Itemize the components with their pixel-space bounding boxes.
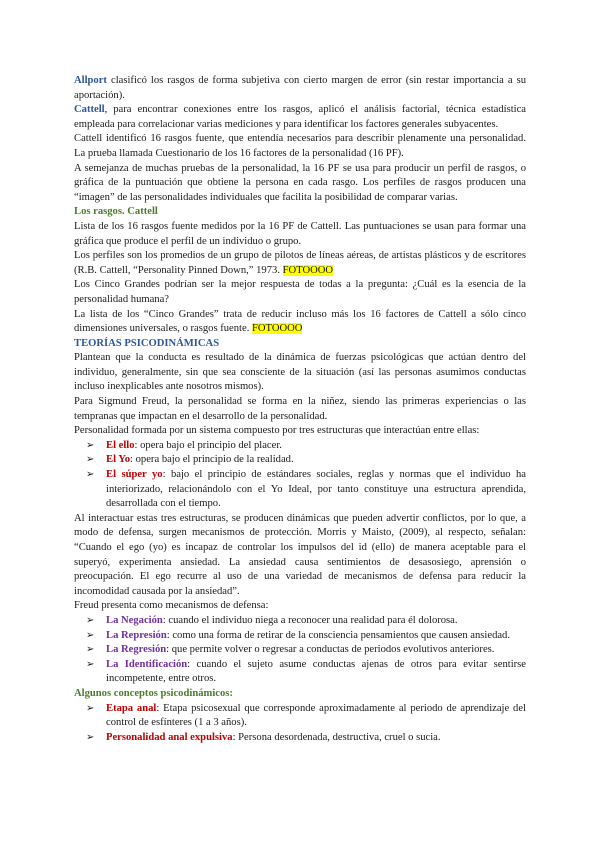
list-item-negacion: [86, 614, 526, 629]
term-regresion: La Regresión: [106, 644, 167, 656]
document-page: [74, 74, 526, 745]
name-cattell: Cattell: [74, 104, 105, 116]
defenses-list: [74, 614, 526, 687]
paragraph-cattell-text: , para encontrar conexiones entre los rasgos, aplicó el análisis factorial, técnica estadística empleada para correlacionar varias mediciones y para identificar los factores generales subyacentes.: [74, 104, 526, 130]
heading-conceptos-psicodinamicos: Algunos conceptos psicodinámicos:: [74, 687, 233, 699]
term-etapa-anal: Etapa anal: [106, 702, 157, 714]
definition-negacion: : cuando el individuo niega a reconocer una realidad para él dolorosa.: [162, 614, 458, 626]
paragraph-freud: Para Sigmund Freud, la personalidad se forma en la niñez, siendo las primeras experiencias o las tempranas que impactan en el desarrollo de la personalidad.: [74, 396, 526, 422]
definition-identificacion: : cuando el sujeto asume conductas ajenas de otros para evitar sentirse incompetente, entre otros.: [106, 658, 526, 685]
paragraph-structures-intro: Personalidad formada por un sistema compuesto por tres estructuras que interactúan entre ellas:: [74, 425, 480, 437]
paragraph-big-five-list: [74, 308, 526, 337]
list-item-identificacion: [86, 658, 526, 687]
paragraph-16pf: Cattell identificó 16 rasgos fuente, que entendía necesarios para describir plenamente una personalidad. La prueba llamada Cuestionario de los 16 factores de la personalidad (16 PF).: [74, 133, 526, 159]
concepts-list: [74, 702, 526, 746]
term-identificacion: La Identificación: [106, 658, 188, 670]
paragraph-dynamics: Al interactuar estas tres estructuras, se producen dinámicas que pueden advertir conflictos, por lo que, a modo de defensa, surgen mecanismos de protección. Morris y Maisto, (2009), al respecto, señalan: “Cuando el ego (yo) es incapaz de controlar los impulsos del id (ello) de manera aceptable para el superyó, experimenta ansiedad. La ansiedad causa sentimientos de desasosiego, aprensión o preocupación. El ego recurre al uso de una variedad de mecanismos de defensa para reducir la incomodidad causada por la ansiedad”.: [74, 512, 526, 597]
arrow-bullet-icon: ➢: [86, 469, 95, 481]
paragraph-big-five-question: Los Cinco Grandes podrían ser la mejor respuesta de todas a la pregunta: ¿Cuál es la esencia de la personalidad humana?: [74, 279, 526, 305]
list-item-regresion: [86, 643, 526, 658]
heading-teorias-psicodinamicas: TEORÍAS PSICODINÁMICAS: [74, 337, 220, 349]
list-item-super-yo: [86, 468, 526, 512]
arrow-bullet-icon: ➢: [86, 731, 95, 743]
paragraph-defenses-intro: Freud presenta como mecanismos de defensa:: [74, 600, 269, 612]
term-negacion: La Negación: [106, 614, 163, 626]
arrow-bullet-icon: ➢: [86, 702, 95, 714]
definition-etapa-anal: : Etapa psicosexual que corresponde aproximadamente al periodo de aprendizaje del control de esfínteres (1 a 3 años).: [106, 702, 526, 729]
arrow-bullet-icon: ➢: [86, 439, 95, 451]
list-item-ello: [86, 439, 526, 454]
structures-list: [74, 439, 526, 512]
term-super-yo: El súper yo: [106, 469, 163, 481]
definition-personalidad-anal: : Persona desordenada, destructiva, cruel o sucia.: [232, 731, 441, 743]
paragraph-pilots: [74, 249, 526, 278]
highlight-foto-2: FOTOOOO: [252, 323, 303, 335]
term-represion: La Represión: [106, 629, 167, 641]
definition-regresion: : que permite volver o regresar a conductas de periodos evolutivos anteriores.: [166, 644, 495, 656]
list-item-etapa-anal: [86, 702, 526, 731]
paragraph-plantean: Plantean que la conducta es resultado de la dinámica de fuerzas psicológicas que actúan dentro del individuo, generalmente, sin que sea consciente de la situación (así las personas asumimos conductas incluso inexplicables ante nosotros mismos).: [74, 352, 526, 393]
list-item-personalidad-anal: [86, 731, 526, 746]
arrow-bullet-icon: ➢: [86, 629, 95, 641]
paragraph-allport-text: clasificó los rasgos de forma subjetiva con cierto margen de error (sin restar importancia a su aportación).: [74, 75, 526, 101]
paragraph-allport: [74, 74, 526, 103]
name-allport: Allport: [74, 75, 107, 86]
term-ello: El ello: [106, 439, 135, 451]
definition-yo: : opera bajo el principio de la realidad.: [130, 454, 294, 466]
highlight-foto-1: FOTOOOO: [282, 264, 334, 276]
heading-rasgos-cattell: Los rasgos. Cattell: [74, 206, 158, 218]
paragraph-profiles: A semejanza de muchas pruebas de la personalidad, la 16 PF se usa para producir un perfil de rasgos, o gráfica de la puntuación que obtiene la persona en cada rasgo. Los perfiles de rasgos producen una “imagen” de las personalidades individuales que facilita la posibilidad de comparar varias.: [74, 162, 526, 203]
definition-super-yo: : bajo el principio de estándares sociales, reglas y normas que el individuo ha interiorizado, relacionándolo con el Yo Ideal, por tanto constituye una estructura aprendida, desarrollada con el tiempo.: [106, 469, 526, 510]
list-item-yo: [86, 453, 526, 468]
paragraph-big-five-text: La lista de los “Cinco Grandes” trata de reducir incluso más los 16 factores de Cattell a sólo cinco dimensiones universales, o rasgos fuente.: [74, 308, 526, 335]
paragraph-cattell: [74, 103, 526, 132]
arrow-bullet-icon: ➢: [86, 644, 95, 656]
term-yo: El Yo: [106, 454, 131, 466]
arrow-bullet-icon: ➢: [86, 614, 95, 626]
list-item-represion: [86, 629, 526, 644]
term-personalidad-anal: Personalidad anal expulsiva: [106, 731, 233, 743]
paragraph-pilots-text: Los perfiles son los promedios de un grupo de pilotos de líneas aéreas, de artistas plásticos y de escritores (R.B. Cattell, “Personality Pinned Down,” 1973.: [74, 250, 526, 276]
definition-ello: : opera bajo el principio del placer.: [134, 439, 282, 451]
arrow-bullet-icon: ➢: [86, 454, 95, 466]
paragraph-list-16: Lista de los 16 rasgos fuente medidos por la 16 PF de Cattell. Las puntuaciones se usan para formar una gráfica que produce el perfil de un individuo o grupo.: [74, 220, 526, 247]
arrow-bullet-icon: ➢: [86, 658, 95, 670]
definition-represion: : como una forma de retirar de la consciencia pensamientos que causen ansiedad.: [166, 629, 511, 641]
